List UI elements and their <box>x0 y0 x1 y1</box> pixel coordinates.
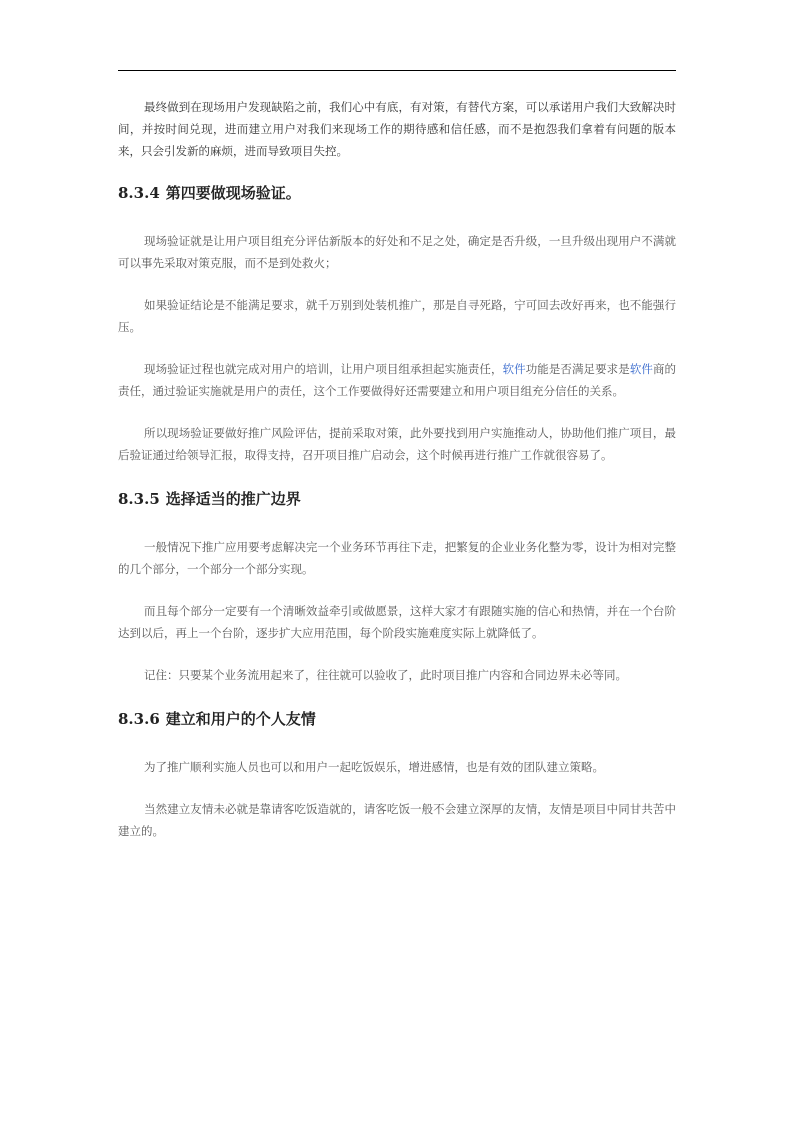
document-body <box>118 96 676 842</box>
section-title: 建立和用户的个人友情 <box>165 710 316 728</box>
section-title: 第四要做现场验证。 <box>165 184 301 202</box>
paragraph: 记住：只要某个业务流用起来了，往往就可以验收了，此时项目推广内容和合同边界未必等同。 <box>144 668 627 682</box>
header-rule <box>118 70 676 71</box>
paragraph: 而且每个部分一定要有一个清晰效益牵引或做愿景，这样大家才有跟随实施的信心和热情，并在一个台阶达到以后，再上一个台阶，逐步扩大应用范围，每个阶段实施难度实际上就降低了。 <box>118 604 676 640</box>
paragraph: 当然建立友情未必就是靠请客吃饭造就的，请客吃饭一般不会建立深厚的友情，友情是项目中同甘共苦中建立的。 <box>118 802 676 838</box>
link-software[interactable]: 软件 <box>629 362 653 376</box>
paragraph: 一般情况下推广应用要考虑解决完一个业务环节再往下走，把繁复的企业业务化整为零，设计为相对完整的几个部分，一个部分一个部分实现。 <box>118 540 676 576</box>
paragraph-text: 功能是否满足要求是 <box>525 362 630 376</box>
section-title: 选择适当的推广边界 <box>165 490 301 508</box>
section-number: 8.3.4 <box>118 184 160 202</box>
paragraph: 现场验证就是让用户项目组充分评估新版本的好处和不足之处，确定是否升级，一旦升级出现用户不满就可以事先采取对策克服，而不是到处救火； <box>118 234 676 270</box>
intro-paragraph: 最终做到在现场用户发现缺陷之前，我们心中有底，有对策，有替代方案，可以承诺用户我们大致解决时间，并按时间兑现，进而建立用户对我们来现场工作的期待感和信任感，而不是抱怨我们拿着有问题的版本来，只会引发新的麻烦，进而导致项目失控。 <box>118 100 676 158</box>
paragraph: 为了推广顺利实施人员也可以和用户一起吃饭娱乐，增进感情，也是有效的团队建立策略。 <box>144 760 604 774</box>
link-software[interactable]: 软件 <box>502 362 526 376</box>
paragraph: 如果验证结论是不能满足要求，就千万别到处装机推广，那是自寻死路，宁可回去改好再来，也不能强行压。 <box>118 298 676 334</box>
section-number: 8.3.5 <box>118 490 160 508</box>
paragraph: 所以现场验证要做好推广风险评估，提前采取对策，此外要找到用户实施推动人，协助他们推广项目，最后验证通过给领导汇报，取得支持，召开项目推广启动会，这个时候再进行推广工作就很容易了。 <box>118 426 676 462</box>
section-number: 8.3.6 <box>118 710 160 728</box>
section-8-3-6-heading <box>118 708 676 730</box>
paragraph-text: 现场验证过程也就完成对用户的培训，让用户项目组承担起实施责任， <box>144 362 503 376</box>
section-8-3-4-heading <box>118 182 676 204</box>
paragraph-with-links <box>118 358 676 402</box>
clipped-paragraph-container <box>118 798 676 842</box>
section-8-3-5-heading <box>118 488 676 510</box>
paragraph-text: 商的责任，通过验证实施就是用户的责任，这个工作要做得好还需要建立和用户项目组充分信任的关系。 <box>118 362 677 398</box>
